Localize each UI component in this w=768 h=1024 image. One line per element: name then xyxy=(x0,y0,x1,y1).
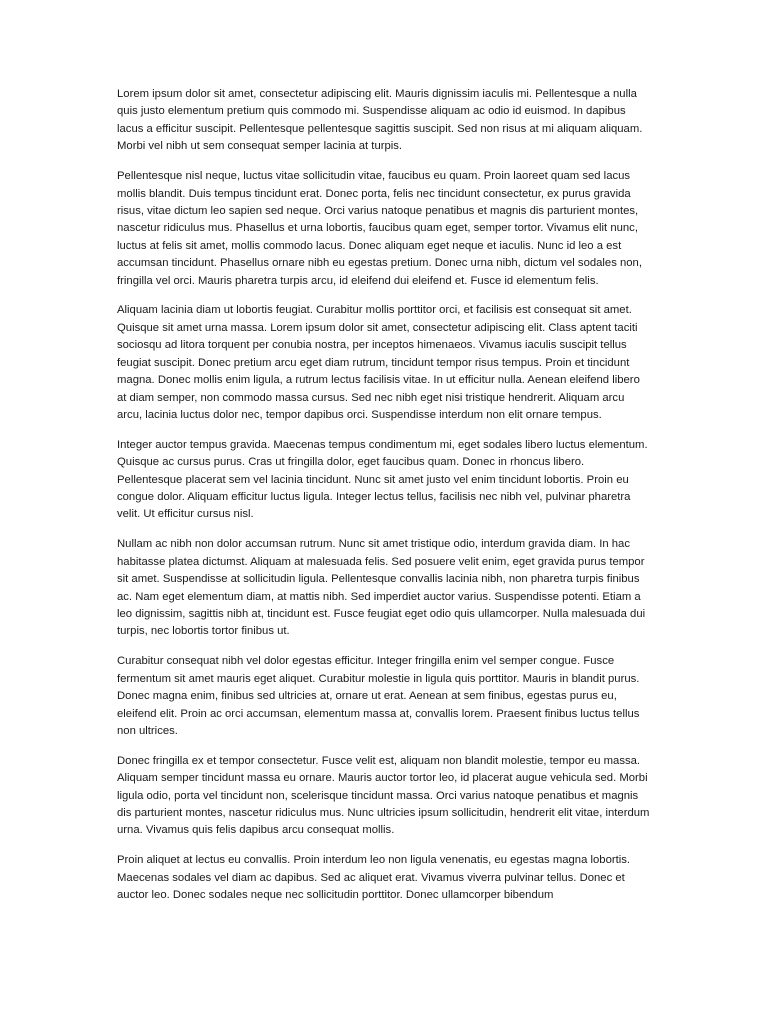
paragraph-3: Aliquam lacinia diam ut lobortis feugiat. Curabitur mollis porttitor orci, et facilisis est consequat sit amet. Quisque sit amet urna massa. Lorem ipsum dolor sit amet, consectetur adipiscing elit. Class aptent taciti sociosqu ad litora torquent per conubia nostra, per inceptos himenaeos. Vivamus iaculis suscipit tellus feugiat suscipit. Donec pretium arcu eget diam rutrum, tincidunt tempor risus tempus. Proin et tincidunt magna. Donec mollis enim ligula, a rutrum lectus facilisis vitae. In ut efficitur nulla. Aenean eleifend libero at diam semper, non commodo massa cursus. Sed nec nibh eget nisi tristique hendrerit. Aliquam arcu arcu, lacinia luctus dolor nec, tempor dapibus orci. Suspendisse interdum non elit ornare tempus. xyxy=(117,304,640,421)
paragraph-6: Curabitur consequat nibh vel dolor egestas efficitur. Integer fringilla enim vel semper congue. Fusce fermentum sit amet mauris eget aliquet. Curabitur molestie in ligula quis porttitor. Mauris in blandit purus. Donec magna enim, finibus sed ultricies at, ornare ut erat. Aenean at sem finibus, egestas purus eu, eleifend elit. Proin ac orci accumsan, elementum massa at, convallis lorem. Praesent finibus luctus tellus non ultrices. xyxy=(117,655,640,737)
paragraph-4: Integer auctor tempus gravida. Maecenas tempus condimentum mi, eget sodales libero luctus elementum. Quisque ac cursus purus. Cras ut fringilla dolor, eget faucibus quam. Donec in rhoncus libero. Pellentesque placerat sem vel lacinia tincidunt. Nunc sit amet justo vel enim tincidunt lobortis. Proin eu congue dolor. Aliquam efficitur luctus ligula. Integer lectus tellus, facilisis nec nibh vel, pulvinar pharetra velit. Ut efficitur cursus nisl. xyxy=(117,438,648,521)
paragraph-8: Proin aliquet at lectus eu convallis. Proin interdum leo non ligula venenatis, eu egestas magna lobortis. Maecenas sodales vel diam ac dapibus. Sed ac aliquet erat. Vivamus viverra pulvinar tellus. Donec et auctor leo. Donec sodales neque nec sollicitudin porttitor. Donec ullamcorper bibendum xyxy=(117,854,631,902)
paragraph-7: Donec fringilla ex et tempor consectetur. Fusce velit est, aliquam non blandit molestie, tempor eu massa. Aliquam semper tincidunt massa eu ornare. Mauris auctor tortor leo, id placerat augue vehicula sed. Morbi ligula odio, porta vel tincidunt non, scelerisque tincidunt massa. Orci varius natoque penatibus et magnis dis parturient montes, nascetur ridiculus mus. Nunc ultricies ipsum sollicitudin, hendrerit elit vitae, interdum urna. Vivamus quis felis dapibus arcu consequat mollis. xyxy=(117,754,650,837)
paragraph-5: Nullam ac nibh non dolor accumsan rutrum. Nunc sit amet tristique odio, interdum gravida diam. In hac habitasse platea dictumst. Aliquam at malesuada felis. Sed posuere velit enim, eget gravida purus tempor sit amet. Suspendisse at sollicitudin ligula. Pellentesque convallis lacinia nibh, non pharetra turpis finibus ac. Nam eget elementum diam, at mattis nibh. Sed imperdiet auctor varius. Suspendisse potenti. Etiam a leo dignissim, sagittis nibh at, tincidunt est. Fusce feugiat eget odio quis ullamcorper. Nulla malesuada dui turpis, nec lobortis tortor finibus ut. xyxy=(117,538,646,638)
document-body xyxy=(117,86,651,917)
paragraph-2: Pellentesque nisl neque, luctus vitae sollicitudin vitae, faucibus eu quam. Proin laoreet quam sed lacus mollis blandit. Duis tempus tincidunt erat. Donec porta, felis nec tincidunt consectetur, ex purus gravida risus, vitae dictum leo sapien sed neque. Orci varius natoque penatibus et magnis dis parturient montes, nascetur ridiculus mus. Phasellus et urna lobortis, faucibus quam eget, semper tortor. Vivamus elit nunc, luctus at felis sit amet, mollis commodo lacus. Donec aliquam eget neque et iaculis. Nunc id leo a est accumsan tincidunt. Phasellus ornare nibh eu egestas pretium. Donec urna nibh, dictum vel sodales non, fringilla vel orci. Mauris pharetra turpis arcu, id eleifend dui eleifend et. Fusce id elementum felis. xyxy=(117,170,642,287)
paragraph-1: Lorem ipsum dolor sit amet, consectetur adipiscing elit. Mauris dignissim iaculis mi. Pellentesque a nulla quis justo elementum pretium quis commodo mi. Suspendisse aliquam ac odio id euismod. In dapibus lacus a efficitur suscipit. Pellentesque pellentesque sagittis suscipit. Sed non risus at mi aliquam aliquam. Morbi vel nibh ut sem consequat semper lacinia at turpis. xyxy=(117,88,643,153)
